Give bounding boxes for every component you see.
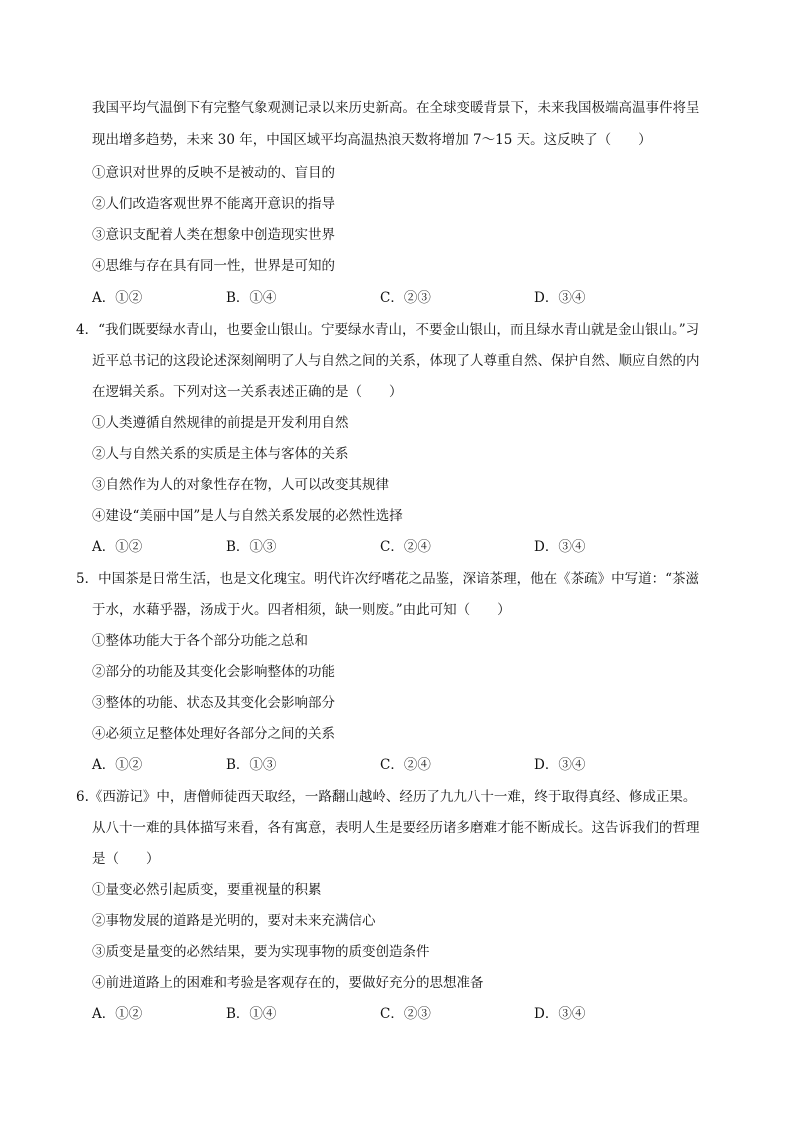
- q4-item-3: ③自然作为人的对象性存在物，人可以改变其规律: [92, 477, 389, 493]
- q6-choice-a[interactable]: A．①②: [92, 1006, 143, 1022]
- q5-item-1: ①整体功能大于各个部分功能之总和: [92, 633, 308, 649]
- q3-stem-line-1: 我国平均气温倒下有完整气象观测记录以来历史新高。在全球变暖背景下，未来我国极端高温事件将呈: [92, 100, 700, 116]
- q3-item-1: ①意识对世界的反映不是被动的、盲目的: [92, 165, 335, 181]
- q3-item-2: ②人们改造客观世界不能离开意识的指导: [92, 196, 335, 212]
- q5-choice-d[interactable]: D．③④: [534, 757, 586, 773]
- q4-choice-c[interactable]: C．②④: [380, 539, 431, 555]
- q4-choice-a[interactable]: A．①②: [92, 539, 143, 555]
- q4-stem-line-2: 近平总书记的这段论述深刻阐明了人与自然之间的关系，体现了人尊重自然、保护自然、顺应自然的内: [92, 353, 700, 369]
- q5-stem-line-1: 5．中国茶是日常生活，也是文化瑰宝。明代许次纾嗜花之品鉴，深谙茶理，他在《茶疏》中写道：“茶滋: [76, 571, 699, 587]
- q5-choice-b[interactable]: B．①③: [226, 757, 277, 773]
- q3-choice-b[interactable]: B．①④: [226, 290, 277, 306]
- q3-stem-line-2: 现出增多趋势，未来 30 年，中国区域平均高温热浪天数将增加 7～15 天。这反映了（ ）: [92, 132, 652, 148]
- q4-item-4: ④建设“美丽中国”是人与自然关系发展的必然性选择: [92, 508, 403, 524]
- q3-item-4: ④思维与存在具有同一性，世界是可知的: [92, 258, 335, 274]
- q5-stem-line-2: 于水，水藉乎器，汤成于火。四者相须，缺一则废。”由此可知（ ）: [92, 602, 511, 618]
- q6-stem-line-1: 6.《西游记》中，唐僧师徒西天取经，一路翻山越岭、经历了九九八十一难，终于取得真经、修成正果。: [76, 789, 697, 805]
- q4-item-1: ①人类遵循自然规律的前提是开发利用自然: [92, 415, 349, 431]
- q5-choice-c[interactable]: C．②④: [380, 757, 431, 773]
- q4-stem-line-1: 4．“我们既要绿水青山，也要金山银山。宁要绿水青山，不要金山银山，而且绿水青山就是金山银山。”习: [76, 322, 700, 338]
- q3-choice-a[interactable]: A．①②: [92, 290, 143, 306]
- q4-choice-d[interactable]: D．③④: [534, 539, 586, 555]
- q6-item-4: ④前进道路上的困难和考验是客观存在的，要做好充分的思想准备: [92, 975, 484, 991]
- q6-stem-line-3: 是（ ）: [92, 851, 160, 867]
- q5-item-4: ④必须立足整体处理好各部分之间的关系: [92, 726, 335, 742]
- q4-stem-line-3: 在逻辑关系。下列对这一关系表述正确的是（ ）: [92, 384, 403, 400]
- q3-item-3: ③意识支配着人类在想象中创造现实世界: [92, 227, 335, 243]
- q6-choice-c[interactable]: C．②③: [380, 1006, 431, 1022]
- q3-choice-d[interactable]: D．③④: [534, 290, 586, 306]
- q6-choice-b[interactable]: B．①④: [226, 1006, 277, 1022]
- q5-item-3: ③整体的功能、状态及其变化会影响部分: [92, 695, 335, 711]
- q4-item-2: ②人与自然关系的实质是主体与客体的关系: [92, 446, 349, 462]
- q6-item-1: ①量变必然引起质变，要重视量的积累: [92, 882, 322, 898]
- q6-item-2: ②事物发展的道路是光明的，要对未来充满信心: [92, 913, 376, 929]
- q6-stem-line-2: 从八十一难的具体描写来看，各有寓意，表明人生是要经历诸多磨难才能不断成长。这告诉我们的哲理: [92, 820, 700, 836]
- q6-item-3: ③质变是量变的必然结果，要为实现事物的质变创造条件: [92, 944, 430, 960]
- q5-item-2: ②部分的功能及其变化会影响整体的功能: [92, 664, 335, 680]
- q3-choice-c[interactable]: C．②③: [380, 290, 431, 306]
- q4-choice-b[interactable]: B．①③: [226, 539, 277, 555]
- q5-choice-a[interactable]: A．①②: [92, 757, 143, 773]
- q6-choice-d[interactable]: D．③④: [534, 1006, 586, 1022]
